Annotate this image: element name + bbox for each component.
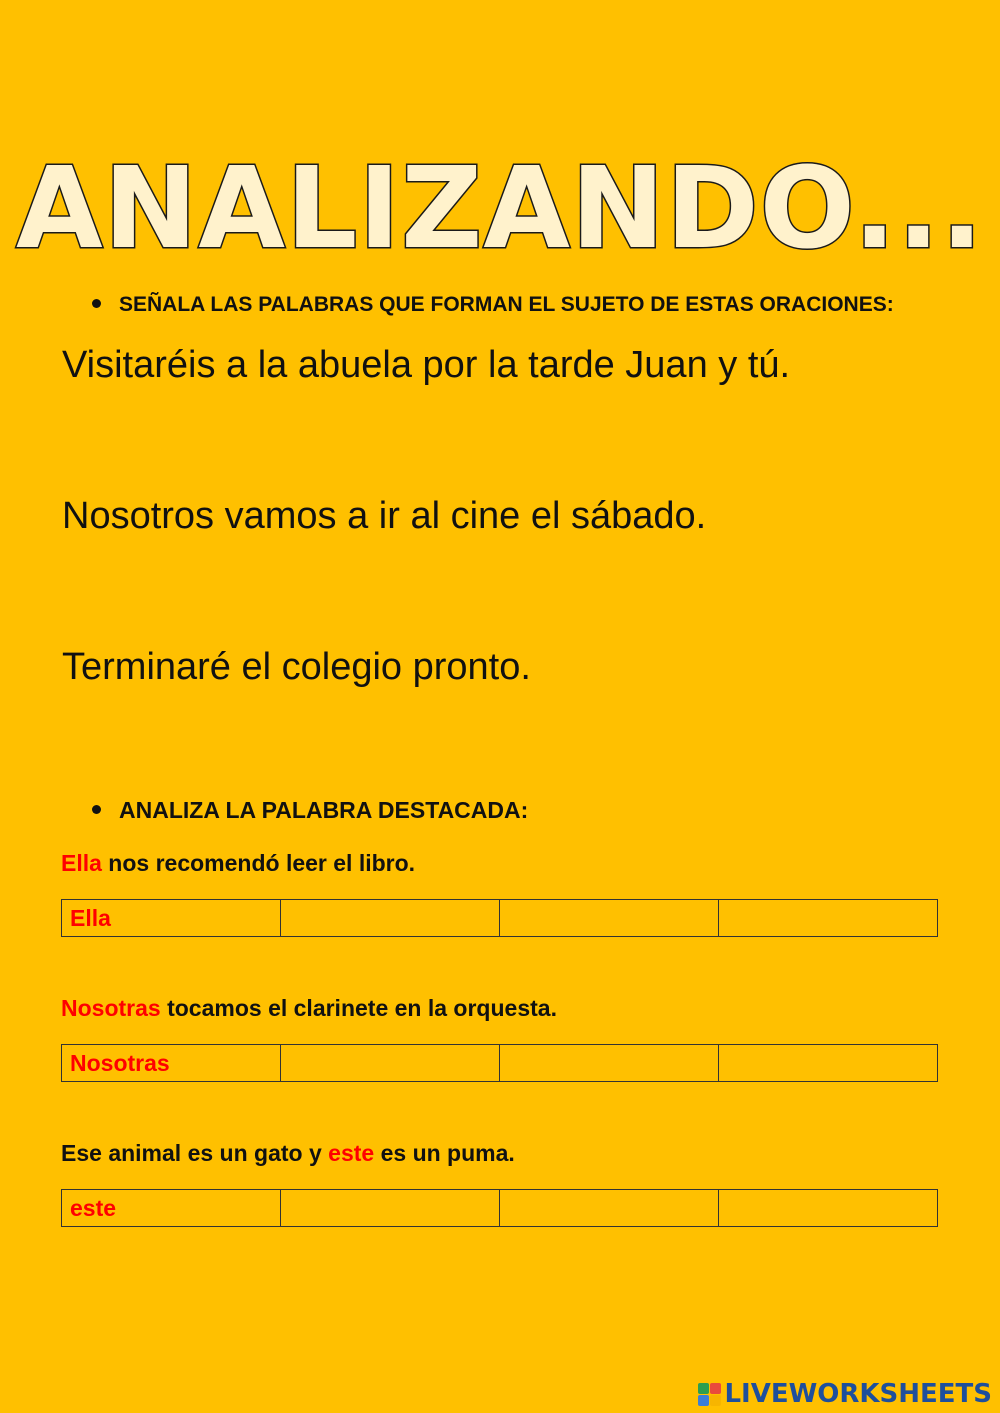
sentence-3[interactable]: Terminaré el colegio pronto. — [62, 646, 531, 688]
highlighted-word: Nosotras — [61, 995, 161, 1021]
answer-cell-2[interactable] — [500, 900, 719, 937]
answer-cell-2[interactable] — [500, 1190, 719, 1227]
sentence-after: nos recomendó leer el libro. — [101, 850, 416, 876]
highlighted-word: Ella — [61, 850, 102, 876]
sentence-after: tocamos el clarinete en la orquesta. — [160, 995, 557, 1021]
answer-table-1 — [61, 899, 938, 937]
logo-text: LIVEWORKSHEETS — [724, 1379, 992, 1409]
section1-heading-text: SEÑALA LAS PALABRAS QUE FORMAN EL SUJETO DE ESTAS ORACIONES: — [119, 293, 894, 316]
answer-input[interactable] — [508, 902, 714, 934]
answer-cell-1[interactable] — [281, 1190, 500, 1227]
answer-table-2 — [61, 1044, 938, 1082]
table-row — [62, 900, 938, 937]
answer-word-cell: este — [62, 1190, 281, 1227]
analysis-sentence-1 — [61, 850, 415, 877]
table-row — [62, 1190, 938, 1227]
answer-cell-2[interactable] — [500, 1045, 719, 1082]
liveworksheets-logo-icon — [698, 1383, 721, 1406]
bullet-icon — [92, 805, 101, 814]
answer-cell-3[interactable] — [719, 1190, 938, 1227]
analysis-sentence-3 — [61, 1140, 515, 1167]
sentence-1[interactable]: Visitaréis a la abuela por la tarde Juan y tú. — [62, 344, 791, 386]
answer-input[interactable] — [727, 1047, 933, 1079]
sentence-before: Ese animal es un gato y — [61, 1140, 329, 1166]
answer-table-3 — [61, 1189, 938, 1227]
analysis-sentence-2 — [61, 995, 557, 1022]
answer-input[interactable] — [727, 1192, 933, 1224]
sentence-after: es un puma. — [374, 1140, 515, 1166]
answer-input[interactable] — [289, 1192, 495, 1224]
answer-input[interactable] — [289, 1047, 495, 1079]
answer-input[interactable] — [508, 1047, 714, 1079]
table-row — [62, 1045, 938, 1082]
section2-heading-text: ANALIZA LA PALABRA DESTACADA: — [119, 797, 529, 823]
section1-heading — [92, 293, 894, 317]
answer-word-cell: Nosotras — [62, 1045, 281, 1082]
section2-heading — [92, 797, 528, 824]
answer-cell-3[interactable] — [719, 1045, 938, 1082]
sentence-2[interactable]: Nosotros vamos a ir al cine el sábado. — [62, 495, 707, 537]
answer-input[interactable] — [508, 1192, 714, 1224]
answer-input[interactable] — [289, 902, 495, 934]
page-title: ANALIZANDO... — [15, 144, 985, 275]
liveworksheets-logo[interactable] — [698, 1379, 992, 1409]
answer-cell-1[interactable] — [281, 900, 500, 937]
answer-cell-3[interactable] — [719, 900, 938, 937]
bullet-icon — [92, 299, 101, 308]
highlighted-word: este — [328, 1140, 375, 1166]
answer-word-cell: Ella — [62, 900, 281, 937]
answer-input[interactable] — [727, 902, 933, 934]
answer-cell-1[interactable] — [281, 1045, 500, 1082]
